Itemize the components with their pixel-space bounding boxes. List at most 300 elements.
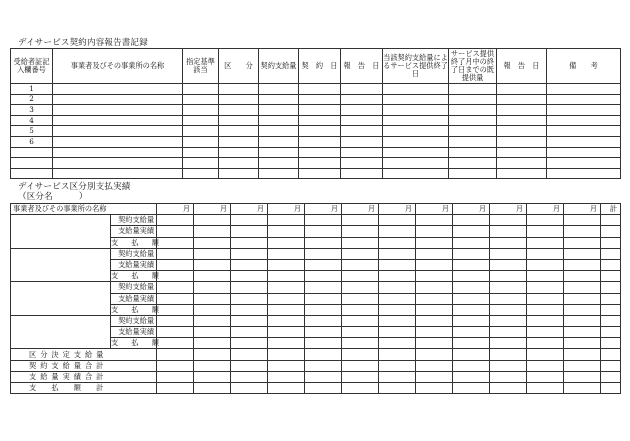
month-cell bbox=[157, 383, 194, 394]
provider-name-cell bbox=[11, 282, 111, 316]
row-number: 6 bbox=[11, 136, 53, 147]
month-cell bbox=[231, 237, 268, 248]
row-number: 3 bbox=[11, 105, 53, 116]
month-cell bbox=[453, 360, 490, 371]
month-cell bbox=[268, 338, 305, 349]
total-header: 計 bbox=[601, 204, 621, 215]
month-cell bbox=[564, 271, 601, 282]
month-header: 月 bbox=[231, 204, 268, 215]
report-column-header: 備 考 bbox=[547, 49, 621, 84]
report-cell bbox=[299, 126, 341, 137]
report-cell bbox=[259, 115, 299, 126]
month-cell bbox=[527, 237, 564, 248]
month-cell bbox=[453, 383, 490, 394]
month-cell bbox=[231, 293, 268, 304]
month-cell bbox=[527, 215, 564, 226]
month-cell bbox=[453, 259, 490, 270]
report-cell bbox=[449, 105, 497, 116]
month-cell bbox=[416, 327, 453, 338]
month-cell bbox=[379, 248, 416, 259]
report-header-row bbox=[11, 49, 621, 84]
month-cell bbox=[453, 338, 490, 349]
month-cell bbox=[268, 226, 305, 237]
report-cell bbox=[383, 105, 449, 116]
month-header: 月 bbox=[490, 204, 527, 215]
month-cell bbox=[416, 304, 453, 315]
month-cell bbox=[379, 259, 416, 270]
table-row bbox=[11, 248, 621, 259]
report-cell bbox=[383, 147, 449, 158]
report-cell bbox=[449, 126, 497, 137]
row-number bbox=[11, 168, 53, 179]
month-cell bbox=[453, 215, 490, 226]
month-cell bbox=[231, 315, 268, 326]
month-cell bbox=[453, 327, 490, 338]
report-cell bbox=[449, 115, 497, 126]
month-cell bbox=[305, 215, 342, 226]
month-cell bbox=[379, 349, 416, 360]
table-row bbox=[11, 215, 621, 226]
month-cell bbox=[157, 237, 194, 248]
month-cell bbox=[157, 259, 194, 270]
month-cell bbox=[527, 338, 564, 349]
report-cell bbox=[547, 168, 621, 179]
month-cell bbox=[157, 248, 194, 259]
month-cell bbox=[490, 248, 527, 259]
report-cell bbox=[341, 115, 383, 126]
billing-table bbox=[10, 203, 621, 394]
report-cell bbox=[219, 136, 259, 147]
month-cell bbox=[379, 327, 416, 338]
month-cell bbox=[305, 271, 342, 282]
row-label: 契約支給量 bbox=[111, 248, 157, 259]
month-cell bbox=[490, 360, 527, 371]
total-cell bbox=[601, 293, 621, 304]
month-cell bbox=[305, 360, 342, 371]
month-cell bbox=[490, 259, 527, 270]
month-cell bbox=[416, 349, 453, 360]
month-cell bbox=[379, 237, 416, 248]
report-cell bbox=[299, 158, 341, 169]
total-cell bbox=[601, 215, 621, 226]
total-cell bbox=[601, 304, 621, 315]
month-cell bbox=[342, 215, 379, 226]
month-cell bbox=[453, 237, 490, 248]
report-cell bbox=[497, 105, 547, 116]
report-column-header: 事業者及びその事業所の名称 bbox=[53, 49, 183, 84]
month-cell bbox=[342, 304, 379, 315]
report-cell bbox=[449, 147, 497, 158]
month-cell bbox=[305, 282, 342, 293]
month-cell bbox=[342, 271, 379, 282]
month-cell bbox=[342, 383, 379, 394]
month-cell bbox=[268, 237, 305, 248]
month-cell bbox=[305, 259, 342, 270]
month-cell bbox=[268, 271, 305, 282]
provider-name-header: 事業者及びその事業所の名称 bbox=[11, 204, 157, 215]
month-cell bbox=[305, 293, 342, 304]
table-row bbox=[11, 147, 621, 158]
report-cell bbox=[53, 126, 183, 137]
month-cell bbox=[453, 226, 490, 237]
report-cell bbox=[547, 105, 621, 116]
report-cell bbox=[259, 126, 299, 137]
total-cell bbox=[601, 315, 621, 326]
month-cell bbox=[490, 315, 527, 326]
report-cell bbox=[183, 136, 219, 147]
month-cell bbox=[527, 327, 564, 338]
row-label: 支 払 額 bbox=[111, 304, 162, 314]
month-cell bbox=[490, 304, 527, 315]
table-row bbox=[11, 136, 621, 147]
report-column-header: 契 約 日 bbox=[299, 49, 341, 84]
month-cell bbox=[564, 282, 601, 293]
month-cell bbox=[564, 349, 601, 360]
total-cell bbox=[601, 371, 621, 382]
report-cell bbox=[259, 147, 299, 158]
month-cell bbox=[379, 360, 416, 371]
month-cell bbox=[564, 226, 601, 237]
month-cell bbox=[342, 360, 379, 371]
report-cell bbox=[53, 84, 183, 95]
table-row bbox=[11, 282, 621, 293]
month-cell bbox=[416, 271, 453, 282]
report-cell bbox=[383, 84, 449, 95]
total-cell bbox=[601, 271, 621, 282]
month-cell bbox=[490, 383, 527, 394]
month-cell bbox=[453, 304, 490, 315]
month-cell bbox=[564, 315, 601, 326]
month-cell bbox=[416, 237, 453, 248]
month-cell bbox=[416, 282, 453, 293]
billing-header-row bbox=[11, 204, 621, 215]
month-cell bbox=[342, 237, 379, 248]
report-cell bbox=[183, 105, 219, 116]
month-cell bbox=[305, 226, 342, 237]
row-label: 支 払 額 bbox=[111, 338, 162, 348]
month-cell bbox=[453, 371, 490, 382]
billing-title: デイサービス区分別支払実績 bbox=[18, 182, 131, 192]
report-column-header: サービス提供終了月中の終了日までの既提供量 bbox=[449, 49, 497, 84]
report-cell bbox=[341, 147, 383, 158]
month-cell bbox=[379, 315, 416, 326]
month-cell bbox=[194, 327, 231, 338]
report-cell bbox=[259, 105, 299, 116]
month-header: 月 bbox=[157, 204, 194, 215]
row-label: 支給量実績 bbox=[111, 293, 157, 304]
row-label: 契約支給量 bbox=[111, 315, 157, 326]
report-cell bbox=[497, 126, 547, 137]
report-cell bbox=[299, 147, 341, 158]
month-cell bbox=[379, 293, 416, 304]
month-cell bbox=[490, 271, 527, 282]
month-cell bbox=[379, 226, 416, 237]
month-cell bbox=[416, 226, 453, 237]
month-cell bbox=[527, 349, 564, 360]
month-cell bbox=[564, 304, 601, 315]
report-cell bbox=[497, 84, 547, 95]
month-cell bbox=[490, 349, 527, 360]
month-cell bbox=[268, 293, 305, 304]
report-cell bbox=[183, 168, 219, 179]
summary-row bbox=[11, 349, 621, 360]
month-cell bbox=[564, 237, 601, 248]
month-cell bbox=[416, 383, 453, 394]
report-column-header: 契約支給量 bbox=[259, 49, 299, 84]
month-cell bbox=[453, 271, 490, 282]
report-cell bbox=[183, 126, 219, 137]
report-column-header: 報 告 日 bbox=[341, 49, 383, 84]
report-cell bbox=[183, 115, 219, 126]
month-cell bbox=[157, 282, 194, 293]
report-cell bbox=[53, 115, 183, 126]
report-cell bbox=[259, 158, 299, 169]
report-cell bbox=[547, 84, 621, 95]
month-cell bbox=[231, 304, 268, 315]
table-row bbox=[11, 105, 621, 116]
month-cell bbox=[416, 360, 453, 371]
month-cell bbox=[194, 226, 231, 237]
report-cell bbox=[53, 94, 183, 105]
month-header: 月 bbox=[527, 204, 564, 215]
month-cell bbox=[342, 315, 379, 326]
month-cell bbox=[231, 327, 268, 338]
month-cell bbox=[453, 349, 490, 360]
report-cell bbox=[449, 94, 497, 105]
month-cell bbox=[527, 315, 564, 326]
month-cell bbox=[379, 371, 416, 382]
row-label: 支給量実績 bbox=[111, 226, 157, 237]
summary-label: 区分決定支給量 bbox=[11, 349, 157, 360]
row-number: 1 bbox=[11, 84, 53, 95]
month-cell bbox=[379, 338, 416, 349]
report-cell bbox=[341, 168, 383, 179]
report-cell bbox=[53, 105, 183, 116]
report-cell bbox=[383, 126, 449, 137]
month-header: 月 bbox=[416, 204, 453, 215]
report-cell bbox=[299, 136, 341, 147]
month-header: 月 bbox=[342, 204, 379, 215]
month-cell bbox=[379, 215, 416, 226]
report-cell bbox=[547, 126, 621, 137]
month-cell bbox=[194, 293, 231, 304]
month-cell bbox=[342, 226, 379, 237]
report-cell bbox=[547, 115, 621, 126]
report-cell bbox=[341, 126, 383, 137]
report-cell bbox=[299, 94, 341, 105]
month-cell bbox=[157, 315, 194, 326]
month-cell bbox=[416, 371, 453, 382]
row-number bbox=[11, 158, 53, 169]
month-cell bbox=[305, 304, 342, 315]
report-cell bbox=[497, 94, 547, 105]
month-cell bbox=[527, 371, 564, 382]
month-cell bbox=[268, 215, 305, 226]
month-cell bbox=[231, 282, 268, 293]
month-cell bbox=[490, 371, 527, 382]
billing-subtitle: （区分名 ） bbox=[18, 192, 88, 202]
month-header: 月 bbox=[564, 204, 601, 215]
month-cell bbox=[157, 349, 194, 360]
report-cell bbox=[341, 105, 383, 116]
month-cell bbox=[231, 383, 268, 394]
month-cell bbox=[268, 259, 305, 270]
month-header: 月 bbox=[194, 204, 231, 215]
report-cell bbox=[219, 94, 259, 105]
summary-row bbox=[11, 383, 621, 394]
table-row bbox=[11, 126, 621, 137]
report-cell bbox=[219, 115, 259, 126]
summary-label: 支給量実績合計 bbox=[11, 371, 157, 382]
provider-name-cell bbox=[11, 215, 111, 249]
summary-row bbox=[11, 360, 621, 371]
row-number: 5 bbox=[11, 126, 53, 137]
report-cell bbox=[383, 168, 449, 179]
row-label: 支 払 額 bbox=[111, 271, 162, 281]
report-cell bbox=[259, 94, 299, 105]
month-cell bbox=[490, 327, 527, 338]
report-cell bbox=[259, 84, 299, 95]
report-cell bbox=[497, 147, 547, 158]
report-cell bbox=[341, 84, 383, 95]
report-cell bbox=[299, 168, 341, 179]
report-cell bbox=[219, 158, 259, 169]
month-cell bbox=[194, 315, 231, 326]
table-row bbox=[11, 115, 621, 126]
month-cell bbox=[527, 360, 564, 371]
month-cell bbox=[194, 304, 231, 315]
report-cell bbox=[53, 147, 183, 158]
report-cell bbox=[53, 136, 183, 147]
month-cell bbox=[416, 338, 453, 349]
month-cell bbox=[379, 304, 416, 315]
report-cell bbox=[183, 84, 219, 95]
month-cell bbox=[342, 349, 379, 360]
month-cell bbox=[342, 327, 379, 338]
summary-row bbox=[11, 371, 621, 382]
report-cell bbox=[497, 136, 547, 147]
month-cell bbox=[231, 360, 268, 371]
month-cell bbox=[564, 327, 601, 338]
provider-name-cell bbox=[11, 248, 111, 282]
month-cell bbox=[342, 371, 379, 382]
summary-label: 契約支給量合計 bbox=[11, 360, 157, 371]
month-cell bbox=[305, 371, 342, 382]
report-cell bbox=[449, 168, 497, 179]
total-cell bbox=[601, 327, 621, 338]
month-cell bbox=[268, 248, 305, 259]
summary-label: 支 払 額 計 bbox=[11, 383, 157, 394]
month-cell bbox=[527, 259, 564, 270]
month-cell bbox=[157, 338, 194, 349]
report-column-header: 指定基準該当 bbox=[183, 49, 219, 84]
month-cell bbox=[564, 293, 601, 304]
month-cell bbox=[527, 304, 564, 315]
month-cell bbox=[305, 315, 342, 326]
report-cell bbox=[259, 168, 299, 179]
report-column-header: 区 分 bbox=[219, 49, 259, 84]
report-cell bbox=[449, 84, 497, 95]
month-cell bbox=[231, 259, 268, 270]
month-cell bbox=[342, 259, 379, 270]
month-cell bbox=[194, 349, 231, 360]
report-cell bbox=[183, 94, 219, 105]
month-cell bbox=[231, 271, 268, 282]
month-cell bbox=[490, 226, 527, 237]
report-cell bbox=[383, 136, 449, 147]
month-cell bbox=[194, 248, 231, 259]
month-cell bbox=[194, 215, 231, 226]
month-cell bbox=[416, 293, 453, 304]
total-cell bbox=[601, 349, 621, 360]
month-cell bbox=[157, 371, 194, 382]
month-cell bbox=[527, 282, 564, 293]
month-cell bbox=[268, 360, 305, 371]
month-cell bbox=[194, 259, 231, 270]
total-cell bbox=[601, 259, 621, 270]
month-cell bbox=[490, 293, 527, 304]
report-cell bbox=[341, 158, 383, 169]
month-cell bbox=[527, 248, 564, 259]
report-cell bbox=[299, 84, 341, 95]
month-cell bbox=[564, 383, 601, 394]
month-cell bbox=[342, 282, 379, 293]
month-cell bbox=[231, 226, 268, 237]
month-cell bbox=[194, 383, 231, 394]
month-cell bbox=[490, 237, 527, 248]
month-cell bbox=[564, 360, 601, 371]
month-cell bbox=[527, 293, 564, 304]
month-cell bbox=[379, 271, 416, 282]
month-cell bbox=[342, 338, 379, 349]
month-cell bbox=[305, 383, 342, 394]
report-cell bbox=[383, 115, 449, 126]
total-cell bbox=[601, 383, 621, 394]
month-cell bbox=[194, 371, 231, 382]
month-cell bbox=[527, 383, 564, 394]
report-cell bbox=[547, 147, 621, 158]
report-cell bbox=[53, 158, 183, 169]
month-cell bbox=[453, 282, 490, 293]
month-cell bbox=[157, 215, 194, 226]
month-cell bbox=[268, 349, 305, 360]
month-cell bbox=[453, 293, 490, 304]
month-cell bbox=[416, 259, 453, 270]
month-cell bbox=[342, 248, 379, 259]
month-cell bbox=[194, 271, 231, 282]
month-header: 月 bbox=[453, 204, 490, 215]
month-header: 月 bbox=[268, 204, 305, 215]
month-cell bbox=[379, 383, 416, 394]
month-cell bbox=[268, 327, 305, 338]
report-cell bbox=[547, 158, 621, 169]
report-cell bbox=[219, 105, 259, 116]
row-label: 支給量実績 bbox=[111, 327, 157, 338]
month-cell bbox=[157, 271, 194, 282]
month-cell bbox=[157, 293, 194, 304]
report-cell bbox=[219, 168, 259, 179]
row-number: 2 bbox=[11, 94, 53, 105]
month-cell bbox=[231, 215, 268, 226]
month-cell bbox=[231, 338, 268, 349]
month-cell bbox=[490, 282, 527, 293]
month-cell bbox=[416, 315, 453, 326]
report-cell bbox=[383, 158, 449, 169]
month-cell bbox=[527, 226, 564, 237]
report-cell bbox=[299, 105, 341, 116]
total-cell bbox=[601, 360, 621, 371]
month-cell bbox=[157, 304, 194, 315]
